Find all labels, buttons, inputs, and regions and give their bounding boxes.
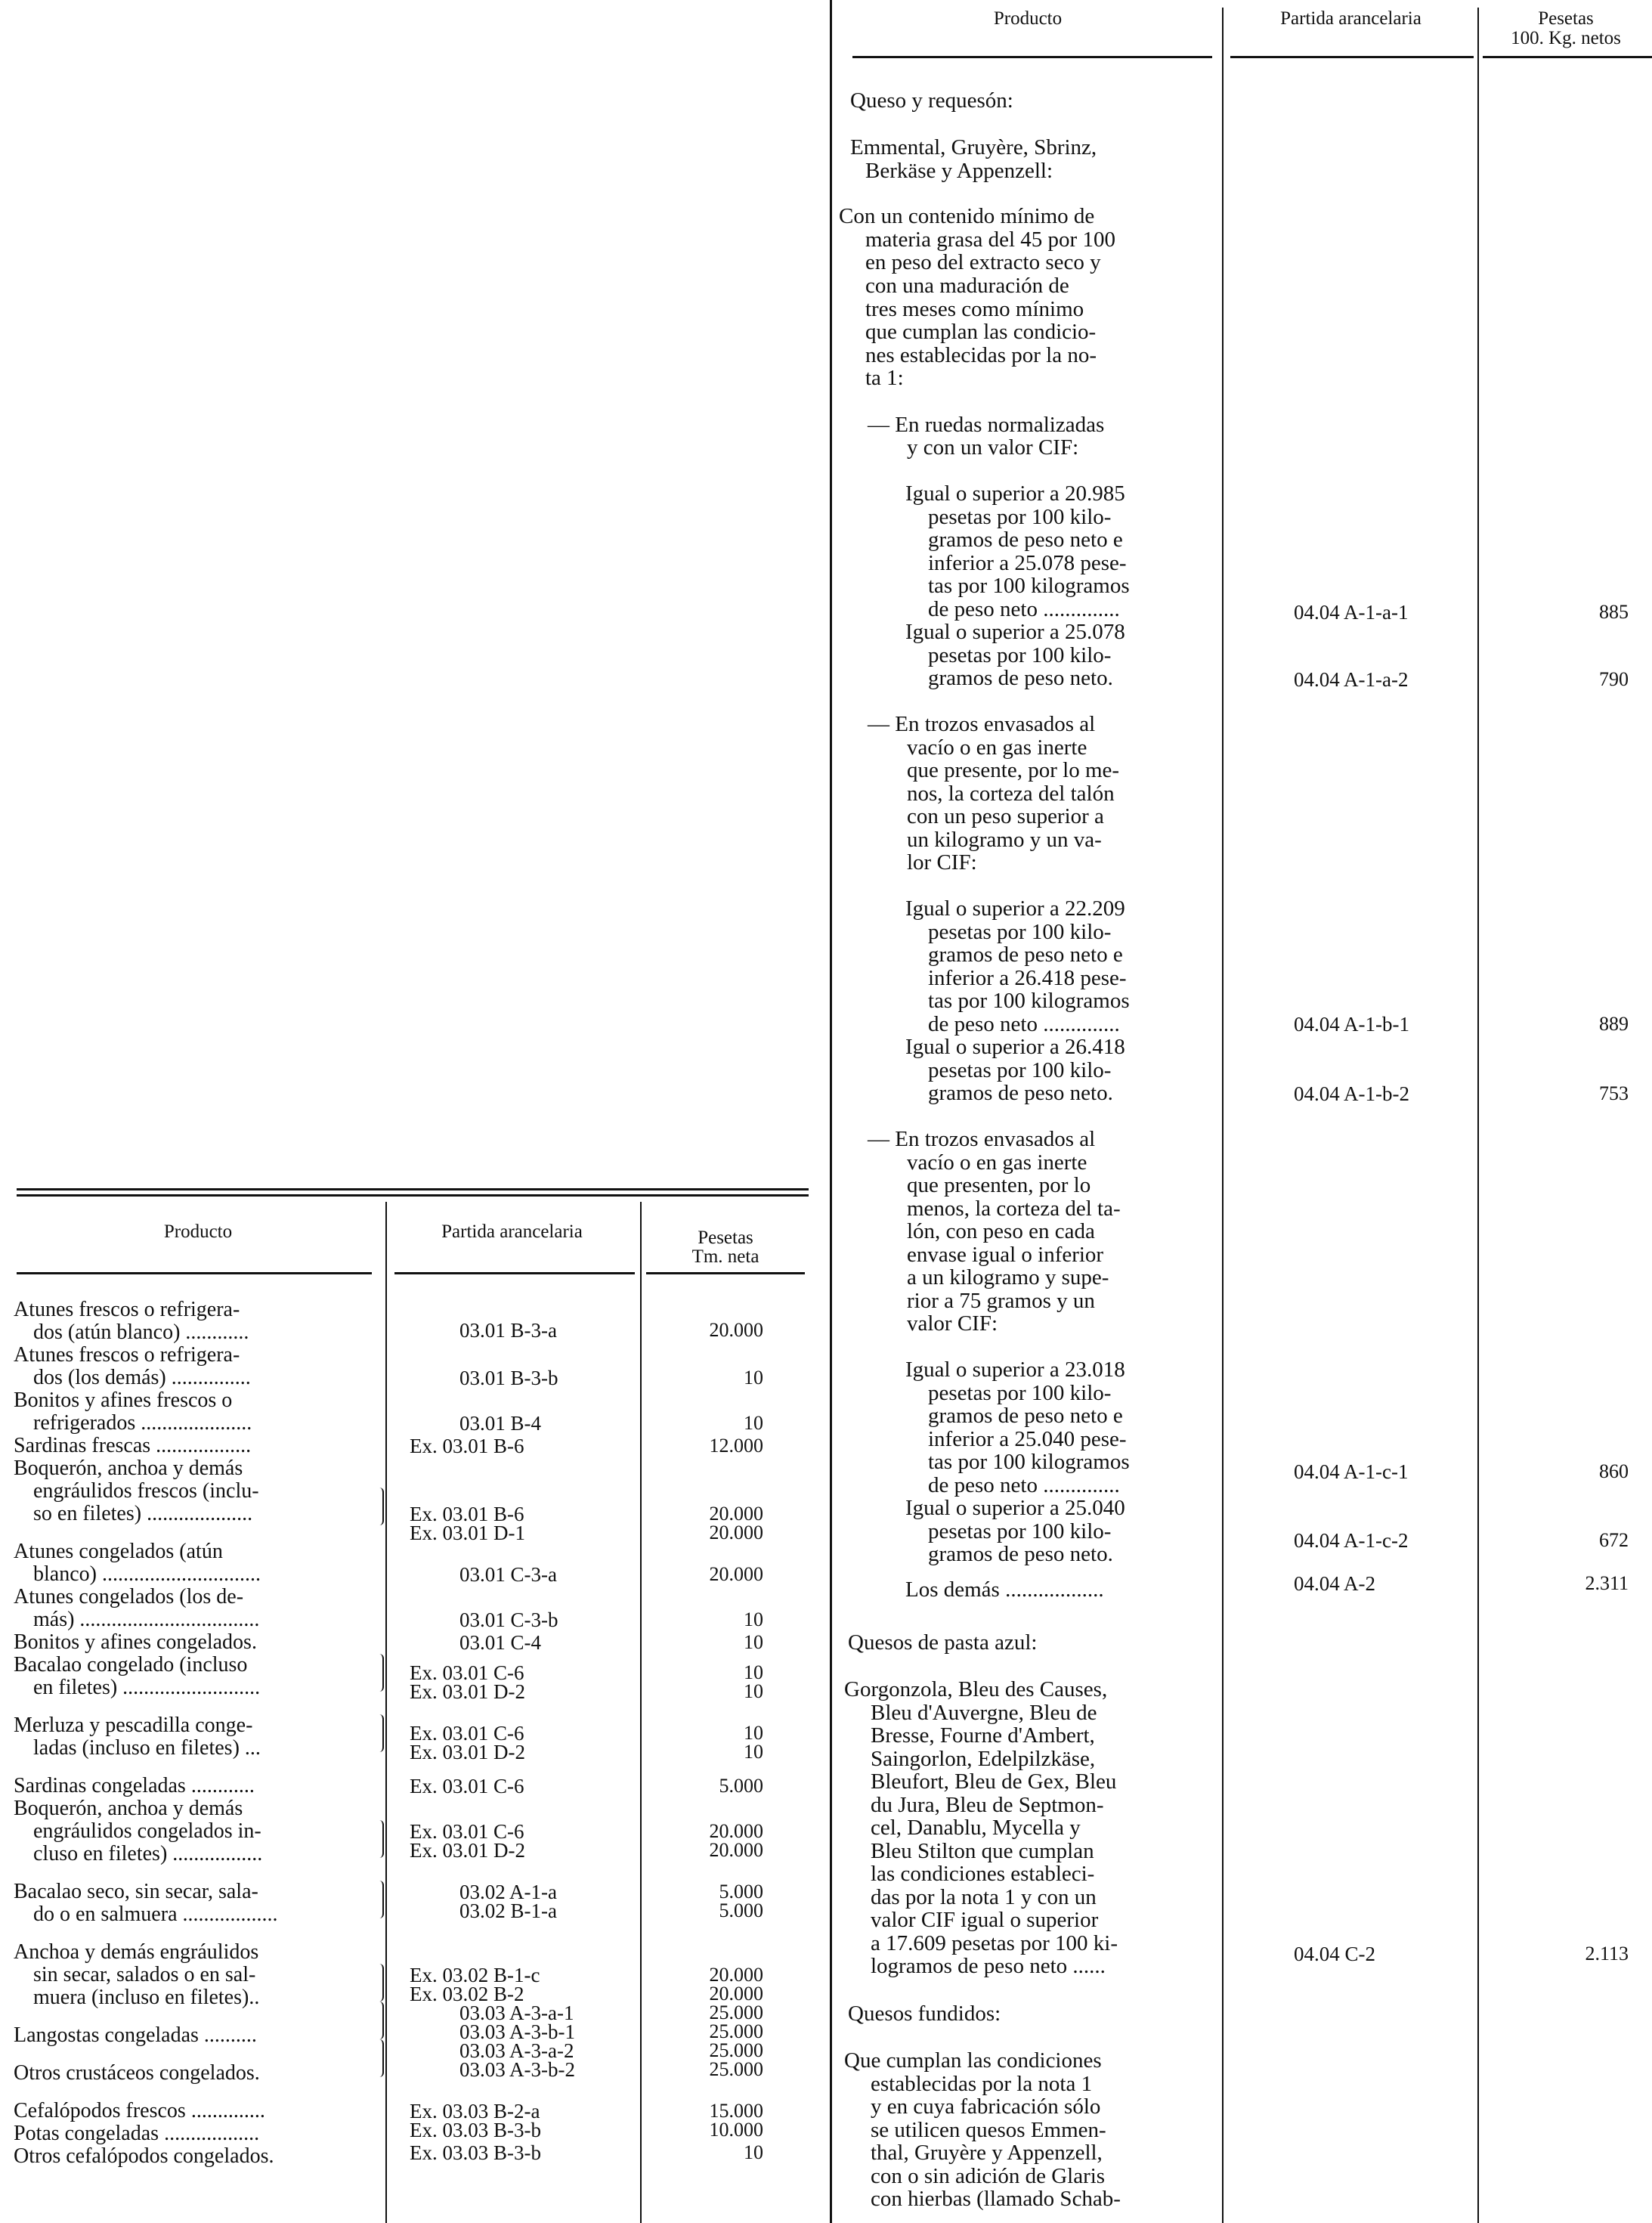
left-product-text-line: Otros crustáceos congelados. [14,2061,260,2085]
left-header-underline-3 [646,1272,805,1274]
left-pesetas-value: 20.000 [709,1563,763,1585]
right-tariff-code: 04.04 A-1-a-2 [1294,668,1409,691]
right-product-text-line: pesetas por 100 kilo- [928,1381,1112,1405]
left-tariff-code: Ex. 03.03 B-2-a [410,2100,540,2122]
left-tariff-code: 03.03 A-3-b-2 [459,2058,575,2081]
right-product-text-line: du Jura, Bleu de Septmon- [871,1793,1104,1817]
left-group-brace [378,1654,384,1692]
left-tariff-code: 03.01 C-3-b [459,1608,558,1631]
left-product-text-line: más) .................................. [33,1608,260,1631]
left-pesetas-value: 12.000 [709,1435,763,1457]
left-tariff-code: 03.03 A-3-b-1 [459,2020,575,2043]
right-product-text-line: materia grasa del 45 por 100 [865,228,1115,252]
right-product-text-line: establecidas por la nota 1 [871,2072,1093,2096]
left-pesetas-value: 20.000 [709,1522,763,1543]
left-tariff-code: Ex. 03.01 B-6 [410,1503,524,1525]
right-header-producto: Producto [993,8,1063,29]
right-tariff-code: 04.04 A-2 [1294,1572,1375,1595]
right-header-pesetas-1: Pesetas [1538,8,1594,29]
right-tariff-code: 04.04 A-1-c-2 [1294,1529,1409,1552]
right-product-text-line: y con un valor CIF: [907,435,1079,460]
left-pesetas-value: 20.000 [709,1319,763,1341]
left-product-text-line: do o en salmuera .................. [33,1903,278,1926]
right-product-text-line: gramos de peso neto. [928,666,1113,690]
right-product-text-line: inferior a 25.078 pese- [928,551,1127,575]
left-product-text-line: dos (atún blanco) ............ [33,1320,249,1344]
right-product-text-line: a un kilogramo y supe- [907,1265,1109,1290]
right-table-col-rule-2 [1477,8,1479,2223]
right-header-underline-1 [852,56,1212,58]
left-tariff-code: 03.01 B-3-a [459,1319,557,1342]
left-table-top-rule-2 [17,1194,809,1197]
left-pesetas-value: 10 [744,1367,763,1389]
right-header-underline-3 [1483,56,1652,58]
left-product-text-line: blanco) .............................. [33,1562,261,1586]
right-tariff-code: 04.04 A-1-a-1 [1294,601,1409,624]
right-pesetas-value: 2.311 [1585,1572,1629,1594]
left-tariff-code: Ex. 03.01 D-2 [410,1680,525,1703]
left-pesetas-value: 5.000 [719,1899,763,1921]
right-product-text-line: lón, con peso en cada [907,1219,1095,1243]
right-product-text-line: y en cuya fabricación sólo [871,2095,1101,2119]
right-product-text-line: — En trozos envasados al [868,1127,1096,1151]
right-product-text-line: que presente, por lo me- [907,758,1120,782]
left-group-brace [378,1881,384,1918]
left-product-text-line: Bacalao congelado (incluso [14,1653,248,1677]
left-tariff-code: 03.01 C-4 [459,1631,541,1654]
right-product-text-line: Bleufort, Bleu de Gex, Bleu [871,1769,1117,1794]
right-product-text-line: con o sin adición de Glaris [871,2164,1106,2188]
right-product-text-line: ta 1: [865,366,904,390]
left-product-text-line: Sardinas congeladas ............ [14,1774,255,1797]
right-product-text-line: las condiciones estableci- [871,1862,1095,1886]
left-tariff-code: 03.02 A-1-a [459,1881,557,1903]
right-product-text-line: Gorgonzola, Bleu des Causes, [844,1677,1108,1701]
right-product-text-line: nes establecidas por la no- [865,343,1097,367]
right-product-text-line: se utilicen quesos Emmen- [871,2118,1106,2142]
right-table-col-rule-1 [1222,8,1224,2223]
right-pesetas-value: 860 [1599,1460,1629,1482]
left-pesetas-value: 25.000 [709,2039,763,2061]
right-product-text-line: Igual o superior a 23.018 [905,1358,1125,1382]
right-product-text-line: con hierbas (llamado Schab- [871,2187,1121,2211]
right-product-text-line: Saingorlon, Edelpilzkäse, [871,1747,1096,1771]
left-tariff-code: Ex. 03.02 B-2 [410,1983,524,2005]
right-product-text-line: de peso neto .............. [928,1012,1120,1036]
right-product-text-line: Igual o superior a 25.078 [905,620,1125,644]
left-product-text-line: en filetes) .......................... [33,1676,261,1699]
right-product-text-line: Con un contenido mínimo de [839,204,1095,228]
left-tariff-code: 03.02 B-1-a [459,1899,557,1922]
right-product-text-line: Igual o superior a 22.209 [905,896,1125,921]
left-product-text-line: Atunes congelados (atún [14,1540,223,1563]
left-product-text-line: dos (los demás) ............... [33,1366,251,1389]
left-header-pesetas-2: Tm. neta [691,1246,759,1267]
right-pesetas-value: 885 [1599,601,1629,623]
right-product-text-line: valor CIF: [907,1311,998,1336]
right-product-text-line: de peso neto .............. [928,597,1120,621]
right-product-text-line: gramos de peso neto e [928,528,1123,552]
right-product-text-line: Bleu d'Auvergne, Bleu de [871,1701,1097,1725]
right-product-text-line: con una maduración de [865,274,1069,298]
left-product-text-line: Atunes congelados (los de- [14,1585,244,1608]
left-tariff-code: Ex. 03.02 B-1-c [410,1964,540,1986]
left-tariff-code: Ex. 03.01 C-6 [410,1775,524,1797]
right-tariff-code: 04.04 A-1-b-1 [1294,1013,1409,1036]
right-product-text-line: Quesos fundidos: [848,2002,1001,2026]
left-pesetas-value: 20.000 [709,1503,763,1525]
right-pesetas-value: 672 [1599,1529,1629,1551]
left-pesetas-value: 10 [744,1608,763,1630]
right-product-text-line: en peso del extracto seco y [865,250,1101,274]
right-product-text-line: rior a 75 gramos y un [907,1289,1095,1313]
left-pesetas-value: 20.000 [709,1820,763,1842]
right-product-text-line: pesetas por 100 kilo- [928,920,1112,944]
left-pesetas-value: 10 [744,1661,763,1683]
left-tariff-code: Ex. 03.01 D-2 [410,1839,525,1862]
left-header-underline-2 [394,1272,635,1274]
left-product-text-line: refrigerados ..................... [33,1411,252,1435]
left-pesetas-value: 10 [744,1412,763,1434]
right-product-text-line: gramos de peso neto e [928,1404,1123,1428]
left-pesetas-value: 10 [744,1741,763,1763]
right-product-text-line: pesetas por 100 kilo- [928,1519,1112,1543]
left-tariff-code: 03.01 B-4 [459,1412,541,1435]
left-tariff-code: 03.03 A-3-a-1 [459,2002,574,2024]
left-pesetas-value: 10 [744,1631,763,1653]
left-table-col-rule-1 [385,1202,387,2223]
right-product-text-line: — En trozos envasados al [868,712,1096,736]
right-product-text-line: lor CIF: [907,850,977,875]
right-product-text-line: valor CIF igual o superior [871,1908,1099,1932]
right-product-text-line: que cumplan las condicio- [865,320,1097,344]
left-product-text-line: Otros cefalópodos congelados. [14,2144,274,2168]
left-product-text-line: Atunes frescos o refrigera- [14,1298,240,1321]
left-pesetas-value: 25.000 [709,2002,763,2023]
left-group-brace [378,1964,384,2002]
right-product-text-line: Los demás .................. [905,1577,1104,1602]
right-product-text-line: envase igual o inferior [907,1243,1104,1267]
left-product-text-line: muera (incluso en filetes).. [33,1986,260,2009]
left-pesetas-value: 25.000 [709,2058,763,2080]
left-group-brace [378,1714,384,1752]
right-product-text-line: tres meses como mínimo [865,297,1084,321]
right-product-text-line: tas por 100 kilogramos [928,1450,1130,1474]
left-tariff-code: Ex. 03.01 D-2 [410,1741,525,1763]
right-product-text-line: Bresse, Fourne d'Ambert, [871,1723,1095,1748]
left-product-text-line: Bonitos y afines frescos o [14,1389,233,1412]
left-pesetas-value: 25.000 [709,2020,763,2042]
left-tariff-code: Ex. 03.01 C-6 [410,1820,524,1843]
left-pesetas-value: 10 [744,2141,763,2163]
left-pesetas-value: 5.000 [719,1881,763,1903]
left-pesetas-value: 20.000 [709,1983,763,2005]
left-product-text-line: engráulidos frescos (inclu- [33,1479,259,1503]
right-product-text-line: Berkäse y Appenzell: [865,159,1053,183]
left-product-text-line: Langostas congeladas .......... [14,2023,257,2047]
left-group-brace [378,2039,384,2077]
right-product-text-line: Bleu Stilton que cumplan [871,1839,1094,1863]
left-product-text-line: Cefalópodos frescos .............. [14,2099,265,2122]
right-tariff-code: 04.04 A-1-c-1 [1294,1460,1409,1483]
left-tariff-code: Ex. 03.01 C-6 [410,1722,524,1745]
right-product-text-line: Emmental, Gruyère, Sbrinz, [850,135,1097,159]
right-product-text-line: tas por 100 kilogramos [928,989,1130,1013]
right-tariff-code: 04.04 A-1-b-2 [1294,1082,1409,1105]
left-header-underline-1 [17,1272,372,1274]
left-table-col-rule-2 [640,1202,642,2223]
right-pesetas-value: 753 [1599,1082,1629,1104]
right-tariff-code: 04.04 C-2 [1294,1943,1375,1965]
left-pesetas-value: 20.000 [709,1964,763,1986]
right-product-text-line: logramos de peso neto ...... [871,1954,1106,1978]
left-product-text-line: sin secar, salados o en sal- [33,1963,256,1986]
right-product-text-line: tas por 100 kilogramos [928,574,1130,598]
left-header-partida: Partida arancelaria [441,1221,583,1242]
left-product-text-line: Boquerón, anchoa y demás [14,1457,243,1480]
right-product-text-line: inferior a 26.418 pese- [928,966,1127,990]
left-group-brace [378,1820,384,1858]
right-product-text-line: Quesos de pasta azul: [848,1630,1038,1655]
right-pesetas-value: 790 [1599,668,1629,690]
left-tariff-code: 03.01 C-3-a [459,1563,557,1586]
left-product-text-line: Merluza y pescadilla conge- [14,1714,253,1737]
right-product-text-line: de peso neto .............. [928,1473,1120,1497]
left-product-text-line: Bonitos y afines congelados. [14,1630,257,1654]
right-product-text-line: pesetas por 100 kilo- [928,643,1112,667]
right-product-text-line: vacío o en gas inerte [907,735,1087,760]
left-group-brace [378,1488,384,1525]
left-group-brace [378,2002,384,2039]
left-tariff-code: Ex. 03.01 D-1 [410,1522,525,1544]
right-product-text-line: das por la nota 1 y con un [871,1885,1097,1909]
right-product-text-line: nos, la corteza del talón [907,782,1115,806]
right-product-text-line: pesetas por 100 kilo- [928,505,1112,529]
left-pesetas-value: 10 [744,1722,763,1744]
right-product-text-line: un kilogramo y un va- [907,828,1102,852]
right-product-text-line: con un peso superior a [907,804,1104,828]
left-tariff-code: Ex. 03.03 B-3-b [410,2141,541,2164]
right-product-text-line: Queso y requesón: [850,88,1013,113]
right-product-text-line: a 17.609 pesetas por 100 ki- [871,1931,1118,1955]
right-header-pesetas-2: 100. Kg. netos [1511,28,1621,48]
right-pesetas-value: 889 [1599,1013,1629,1035]
right-product-text-line: — En ruedas normalizadas [868,413,1105,437]
left-tariff-code: 03.01 B-3-b [459,1367,558,1389]
right-product-text-line: Que cumplan las condiciones [844,2048,1102,2073]
right-product-text-line: Igual o superior a 25.040 [905,1496,1125,1520]
right-header-partida: Partida arancelaria [1280,8,1422,29]
right-product-text-line: gramos de peso neto. [928,1542,1113,1566]
right-product-text-line: gramos de peso neto. [928,1081,1113,1105]
right-product-text-line: Igual o superior a 20.985 [905,481,1125,506]
left-pesetas-value: 10.000 [709,2119,763,2141]
left-product-text-line: Sardinas frescas .................. [14,1434,252,1457]
left-product-text-line: so en filetes) .................... [33,1502,253,1525]
left-product-text-line: Atunes frescos o refrigera- [14,1343,240,1367]
right-header-underline-2 [1230,56,1474,58]
left-tariff-code: Ex. 03.01 B-6 [410,1435,524,1457]
left-tariff-code: Ex. 03.01 C-6 [410,1661,524,1684]
left-pesetas-value: 20.000 [709,1839,763,1861]
right-product-text-line: inferior a 25.040 pese- [928,1427,1127,1451]
right-product-text-line: que presenten, por lo [907,1173,1091,1197]
right-product-text-line: thal, Gruyère y Appenzell, [871,2141,1103,2165]
left-pesetas-value: 15.000 [709,2100,763,2122]
left-product-text-line: Bacalao seco, sin secar, sala- [14,1880,258,1903]
left-tariff-code: Ex. 03.03 B-3-b [410,2119,541,2141]
right-product-text-line: Igual o superior a 26.418 [905,1035,1125,1059]
left-product-text-line: Potas congeladas .................. [14,2122,260,2145]
left-tariff-code: 03.03 A-3-a-2 [459,2039,574,2062]
left-header-producto: Producto [163,1221,233,1242]
left-product-text-line: ladas (incluso en filetes) ... [33,1736,261,1760]
right-product-text-line: gramos de peso neto e [928,943,1123,967]
left-header-pesetas-1: Pesetas [698,1228,753,1248]
left-product-text-line: engráulidos congelados in- [33,1819,261,1843]
right-product-text-line: pesetas por 100 kilo- [928,1058,1112,1082]
left-pesetas-value: 5.000 [719,1775,763,1797]
left-product-text-line: cluso en filetes) ................. [33,1842,263,1865]
left-product-text-line: Boquerón, anchoa y demás [14,1797,243,1820]
left-pesetas-value: 10 [744,1680,763,1702]
right-product-text-line: vacío o en gas inerte [907,1150,1087,1175]
right-product-text-line: cel, Danablu, Mycella y [871,1816,1081,1840]
left-table-top-rule-1 [17,1188,809,1190]
right-pesetas-value: 2.113 [1585,1943,1629,1964]
right-product-text-line: menos, la corteza del ta- [907,1197,1121,1221]
left-product-text-line: Anchoa y demás engráulidos [14,1940,259,1964]
